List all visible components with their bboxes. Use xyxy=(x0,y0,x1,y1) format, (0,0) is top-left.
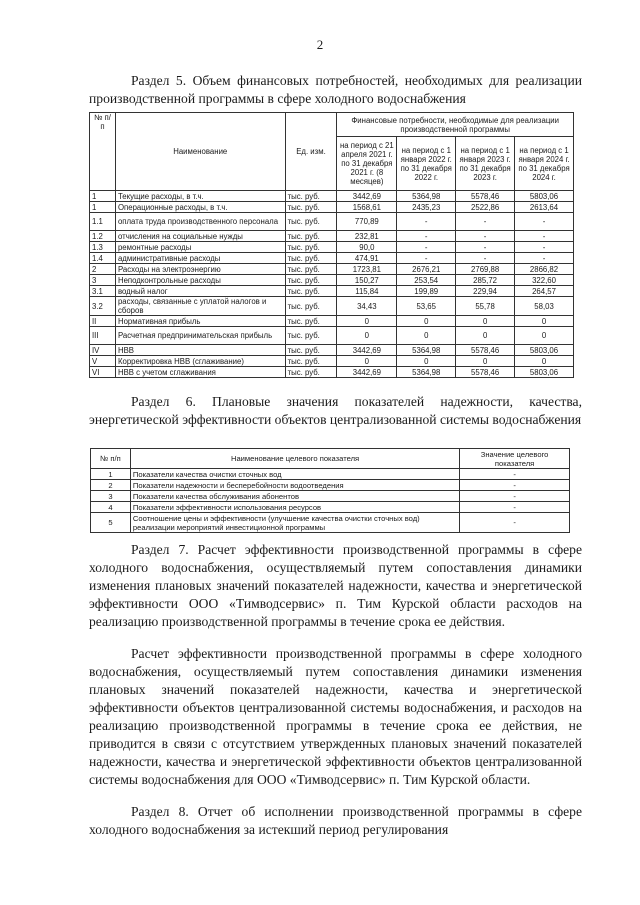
row-value: 0 xyxy=(515,327,574,345)
row-value: 0 xyxy=(337,316,397,327)
row-value: 0 xyxy=(337,356,397,367)
row-value: 5803,06 xyxy=(515,191,574,202)
row-name: ремонтные расходы xyxy=(115,242,285,253)
row-name: административные расходы xyxy=(115,253,285,264)
row-value: 0 xyxy=(515,356,574,367)
row-name: Неподконтрольные расходы xyxy=(115,275,285,286)
row-num: 3 xyxy=(91,491,131,502)
row-value: 5364,98 xyxy=(397,345,456,356)
row-name: НВВ xyxy=(115,345,285,356)
row-num: VI xyxy=(90,367,116,378)
row-value: 5364,98 xyxy=(397,367,456,378)
row-value: 53,65 xyxy=(397,297,456,316)
row-value: 0 xyxy=(456,327,515,345)
row-unit: тыс. руб. xyxy=(285,213,337,231)
row-num: 1.1 xyxy=(90,213,116,231)
row-unit: тыс. руб. xyxy=(285,297,337,316)
row-value: 5803,06 xyxy=(515,367,574,378)
table-row xyxy=(90,367,574,378)
row-value: 2676,21 xyxy=(397,264,456,275)
row-name: Корректировка НВВ (сглаживание) xyxy=(115,356,285,367)
row-unit: тыс. руб. xyxy=(285,286,337,297)
row-unit: тыс. руб. xyxy=(285,356,337,367)
section5-heading: Раздел 5. Объем финансовых потребностей, необходимых для реализации производственной программы в сфере холодного водоснабжения xyxy=(89,73,582,106)
row-value: - xyxy=(456,253,515,264)
row-value: 1723,81 xyxy=(337,264,397,275)
section8-heading: Раздел 8. Отчет об исполнении производственной программы в сфере холодного водоснабжения за истекший период регулирования xyxy=(89,804,582,837)
row-num: 2 xyxy=(91,480,131,491)
row-value: 58,03 xyxy=(515,297,574,316)
row-value: 474,91 xyxy=(337,253,397,264)
row-num: 2 xyxy=(90,264,116,275)
row-unit: тыс. руб. xyxy=(285,231,337,242)
period-header: на период с 1 января 2024 г. по 31 декабря 2024 г. xyxy=(515,137,574,191)
table-row xyxy=(90,202,574,213)
row-value: 150,27 xyxy=(337,275,397,286)
row-value: 5578,46 xyxy=(456,367,515,378)
row-unit: тыс. руб. xyxy=(285,345,337,356)
row-value: 3442,69 xyxy=(337,367,397,378)
table-row xyxy=(90,297,574,316)
t2-value-header: Значение целевого показателя xyxy=(460,449,570,469)
row-value: 2613,64 xyxy=(515,202,574,213)
row-value: - xyxy=(460,480,570,491)
table-row xyxy=(90,286,574,297)
section6-heading: Раздел 6. Плановые значения показателей надежности, качества, энергетической эффективности объектов централизованной системы водоснабжения xyxy=(89,394,582,427)
row-name: отчисления на социальные нужды xyxy=(115,231,285,242)
row-value: 253,54 xyxy=(397,275,456,286)
row-value: 5578,46 xyxy=(456,191,515,202)
row-name: Показатели качества обслуживания абонентов xyxy=(130,491,459,502)
row-name: Нормативная прибыль xyxy=(115,316,285,327)
row-value: - xyxy=(460,491,570,502)
row-value: 90,0 xyxy=(337,242,397,253)
row-name: оплата труда производственного персонала xyxy=(115,213,285,231)
row-num: 1 xyxy=(91,469,131,480)
table-row xyxy=(91,480,570,491)
row-value: 0 xyxy=(515,316,574,327)
row-num: 3 xyxy=(90,275,116,286)
table-row xyxy=(90,316,574,327)
table-row xyxy=(91,469,570,480)
row-num: II xyxy=(90,316,116,327)
row-unit: тыс. руб. xyxy=(285,253,337,264)
row-value: 115,84 xyxy=(337,286,397,297)
table-row xyxy=(90,242,574,253)
row-num: 1.3 xyxy=(90,242,116,253)
period-header: на период с 1 января 2023 г. по 31 декабря 2023 г. xyxy=(456,137,515,191)
row-value: 2769,88 xyxy=(456,264,515,275)
row-unit: тыс. руб. xyxy=(285,367,337,378)
t2-name-header: Наименование целевого показателя xyxy=(130,449,459,469)
target-indicators-table xyxy=(90,448,570,533)
row-name: НВВ с учетом сглаживания xyxy=(115,367,285,378)
row-value: - xyxy=(515,253,574,264)
row-name: Текущие расходы, в т.ч. xyxy=(115,191,285,202)
row-name: Показатели эффективности использования ресурсов xyxy=(130,502,459,513)
table-row xyxy=(91,513,570,533)
row-num: 1 xyxy=(90,191,116,202)
row-unit: тыс. руб. xyxy=(285,327,337,345)
row-value: 2866,82 xyxy=(515,264,574,275)
row-num: III xyxy=(90,327,116,345)
row-value: 3442,69 xyxy=(337,191,397,202)
col-num-header: № п/п xyxy=(90,113,116,191)
section7-paragraph-1: Раздел 7. Расчет эффективности производственной программы в сфере холодного водоснабжения, осуществляемый путем сопоставления динамики изменения плановых значений показателей надежности, качества и энергетической эффективности ООО «Тимводсервис» п. Тим Курской области расходов на реализацию производственной программы в течение срока ее действия. xyxy=(89,542,582,629)
row-value: 1568,61 xyxy=(337,202,397,213)
row-unit: тыс. руб. xyxy=(285,202,337,213)
row-value: 199,89 xyxy=(397,286,456,297)
row-num: 1.2 xyxy=(90,231,116,242)
row-value: 2522,86 xyxy=(456,202,515,213)
col-unit-header: Ед. изм. xyxy=(285,113,337,191)
row-value: - xyxy=(460,502,570,513)
row-value: - xyxy=(460,469,570,480)
row-value: - xyxy=(515,242,574,253)
row-num: 5 xyxy=(91,513,131,533)
row-num: 3.2 xyxy=(90,297,116,316)
row-value: 322,60 xyxy=(515,275,574,286)
row-value: 770,89 xyxy=(337,213,397,231)
row-value: 0 xyxy=(397,327,456,345)
row-name: водный налог xyxy=(115,286,285,297)
row-value: 0 xyxy=(456,316,515,327)
row-num: IV xyxy=(90,345,116,356)
table-row xyxy=(90,356,574,367)
row-value: 0 xyxy=(397,316,456,327)
row-name: Показатели надежности и бесперебойности водоотведения xyxy=(130,480,459,491)
row-value: - xyxy=(397,253,456,264)
table-row xyxy=(91,502,570,513)
row-name: Расходы на электроэнергию xyxy=(115,264,285,275)
table-row xyxy=(90,231,574,242)
row-value: - xyxy=(397,242,456,253)
row-value: - xyxy=(456,213,515,231)
table-row xyxy=(90,264,574,275)
row-value: 0 xyxy=(456,356,515,367)
row-value: 5578,46 xyxy=(456,345,515,356)
row-value: 232,81 xyxy=(337,231,397,242)
page-number: 2 xyxy=(316,37,324,52)
row-num: 1.4 xyxy=(90,253,116,264)
row-value: - xyxy=(397,231,456,242)
row-unit: тыс. руб. xyxy=(285,275,337,286)
row-value: 264,57 xyxy=(515,286,574,297)
row-name: Расчетная предпринимательская прибыль xyxy=(115,327,285,345)
table-row xyxy=(91,491,570,502)
row-value: 229,94 xyxy=(456,286,515,297)
row-unit: тыс. руб. xyxy=(285,242,337,253)
row-value: - xyxy=(397,213,456,231)
financial-needs-table xyxy=(89,112,574,378)
row-value: 5803,06 xyxy=(515,345,574,356)
row-unit: тыс. руб. xyxy=(285,191,337,202)
row-value: - xyxy=(515,213,574,231)
row-value: - xyxy=(456,242,515,253)
row-value: 5364,98 xyxy=(397,191,456,202)
col-group-header: Финансовые потребности, необходимые для реализации производственной программы xyxy=(337,113,574,137)
t2-num-header: № п/п xyxy=(91,449,131,469)
row-name: расходы, связанные с уплатой налогов и сборов xyxy=(115,297,285,316)
table-row xyxy=(90,253,574,264)
row-unit: тыс. руб. xyxy=(285,264,337,275)
table-row xyxy=(90,191,574,202)
row-value: - xyxy=(515,231,574,242)
row-value: 0 xyxy=(337,327,397,345)
row-value: 55,78 xyxy=(456,297,515,316)
row-value: 285,72 xyxy=(456,275,515,286)
row-value: - xyxy=(456,231,515,242)
table-row xyxy=(90,275,574,286)
row-value: - xyxy=(460,513,570,533)
col-name-header: Наименование xyxy=(115,113,285,191)
section7-paragraph-2: Расчет эффективности производственной программы в сфере холодного водоснабжения, осуществляемый путем сопоставления динамики изменения плановых значений показателей надежности, качества и энергетической эффективности объектов централизованной системы водоснабжения, и расходов на реализацию производственной программы в течение срока ее действия, не приводится в связи с отсутствием утвержденных плановых значений показателей надежности, качества и энергетической эффективности объектов централизованной системы водоснабжения для ООО «Тимводсервис» п. Тим Курской области. xyxy=(89,646,582,787)
period-header: на период с 1 января 2022 г. по 31 декабря 2022 г. xyxy=(397,137,456,191)
table-row xyxy=(90,213,574,231)
row-num: V xyxy=(90,356,116,367)
period-header: на период с 21 апреля 2021 г. по 31 декабря 2021 г. (8 месяцев) xyxy=(337,137,397,191)
row-value: 34,43 xyxy=(337,297,397,316)
row-value: 2435,23 xyxy=(397,202,456,213)
table-row xyxy=(90,327,574,345)
row-num: 3.1 xyxy=(90,286,116,297)
row-num: 1 xyxy=(90,202,116,213)
row-name: Операционные расходы, в т.ч. xyxy=(115,202,285,213)
row-value: 0 xyxy=(397,356,456,367)
row-unit: тыс. руб. xyxy=(285,316,337,327)
row-num: 4 xyxy=(91,502,131,513)
table-row xyxy=(90,345,574,356)
row-value: 3442,69 xyxy=(337,345,397,356)
row-name: Соотношение цены и эффективности (улучшение качества очистки сточных вод) реализации мероприятий инвестиционной программы xyxy=(130,513,459,533)
row-name: Показатели качества очистки сточных вод xyxy=(130,469,459,480)
